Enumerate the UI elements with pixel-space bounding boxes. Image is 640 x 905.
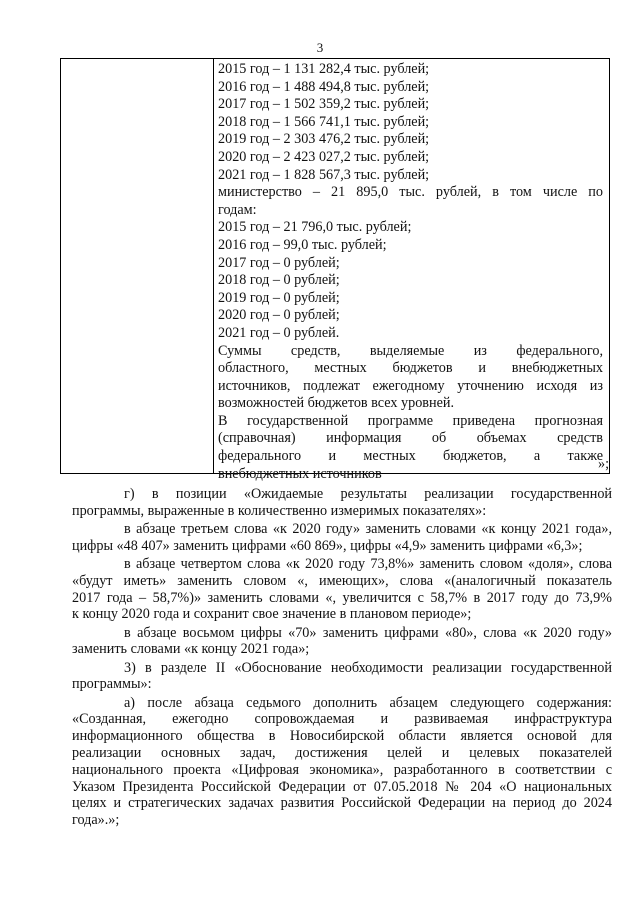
closing-quote: »; [598,456,610,472]
ministry-line-2017: 2017 год – 0 рублей; [218,254,340,271]
program-line-4: внебюджетных источников [218,465,382,482]
funding-line-2021: 2021 год – 1 828 567,3 тыс. рублей; [218,166,430,183]
sums-line-4: возможностей бюджетов всех уровней. [218,395,455,412]
paragraph-fourth-line-1: в абзаце четвертом слова «к 2020 году 73,8%» заменить словом «доля», слова [124,555,612,572]
funding-line-2016: 2016 год – 1 488 494,8 тыс. рублей; [218,78,430,95]
paragraph-fourth [72,556,612,623]
document-body [72,486,612,830]
program-line-1: В государственной программе приведена прогнозная [218,412,603,429]
ministry-line-2021: 2021 год – 0 рублей. [218,324,340,341]
paragraph-a-line-8: года».»; [72,812,120,829]
funding-line-2015: 2015 год – 1 131 282,4 тыс. рублей; [218,61,430,77]
paragraph-a-line-4: реализации основных задач, достижения целей и целевых показателей [72,744,612,761]
paragraph-third [72,521,612,555]
paragraph-g-line-2: программы, выраженные в количественно измеримых показателях»: [72,502,487,519]
paragraph-section-2 [72,660,612,694]
funding-table [60,58,610,482]
paragraph-g [72,486,612,520]
page-number: 3 [316,40,324,55]
funding-line-2017: 2017 год – 1 502 359,2 тыс. рублей; [218,96,430,113]
paragraph-g-line-1: г) в позиции «Ожидаемые результаты реализации государственной [124,486,612,502]
program-line-2: (справочная) информация об объемах средств [218,430,603,447]
table-right-column [214,59,609,482]
paragraph-eighth [72,625,612,659]
paragraph-section-2-line-1: 3) в разделе II «Обоснование необходимости реализации государственной [124,659,612,676]
ministry-line-2015: 2015 год – 21 796,0 тыс. рублей; [218,219,412,236]
sums-line-1: Суммы средств, выделяемые из федерального, [218,342,603,359]
paragraph-third-line-2: цифры «48 407» заменить цифрами «60 869», цифры «4,9» заменить цифрами «6,3»; [72,537,583,554]
paragraph-section-2-line-2: программы»: [72,676,152,693]
funding-line-2019: 2019 год – 2 303 476,2 тыс. рублей; [218,131,430,148]
paragraph-a-line-1: а) после абзаца седьмого дополнить абзацем следующего содержания: [124,694,612,711]
ministry-line: министерство – 21 895,0 тыс. рублей, в том числе по [218,184,603,201]
table-left-column [61,59,214,473]
sums-line-2: областного, местных бюджетов и внебюджетных [218,360,603,377]
ministry-line-2020: 2020 год – 0 рублей; [218,307,340,324]
paragraph-a-line-5: национального проекта «Цифровая экономика», разработанного в соответствии с [72,761,612,778]
paragraph-third-line-1: в абзаце третьем слова «к 2020 году» заменить словами «к концу 2021 года», [124,520,612,537]
paragraph-a-line-6: Указом Президента Российской Федерации от 07.05.2018 № 204 «О национальных [72,778,612,795]
ministry-line-2019: 2019 год – 0 рублей; [218,289,340,306]
paragraph-a-line-7: целях и стратегических задачах развития Российской Федерации на период до 2024 [72,795,612,812]
ministry-line-cont: годам: [218,201,257,218]
paragraph-eighth-line-1: в абзаце восьмом цифры «70» заменить цифрами «80», слова «к 2020 году» [124,624,612,641]
sums-line-3: источников, подлежат ежегодному уточнению исходя из [218,377,603,394]
funding-line-2020: 2020 год – 2 423 027,2 тыс. рублей; [218,148,430,165]
paragraph-a-line-3: информационного общества в Новосибирской области является основой для [72,728,612,745]
paragraph-a [72,695,612,829]
paragraph-fourth-line-2: «будут иметь» заменить словом «, имеющих», слова «(аналогичный показатель [72,572,612,589]
ministry-line-2016: 2016 год – 99,0 тыс. рублей; [218,236,387,253]
ministry-line-2018: 2018 год – 0 рублей; [218,272,340,289]
program-line-3: федерального и местных бюджетов, а также [218,448,603,465]
paragraph-eighth-line-2: заменить словами «к концу 2021 года»; [72,641,310,658]
paragraph-a-line-2: «Созданная, ежегодно сопровождаемая и развиваемая инфраструктура [72,711,612,728]
funding-line-2018: 2018 год – 1 566 741,1 тыс. рублей; [218,113,430,130]
paragraph-fourth-line-4: к концу 2020 года и сохранит свое значение в плановом периоде»; [72,606,472,623]
paragraph-fourth-line-3: 2017 года – 58,7%)» заменить словами «, увеличится с 58,7% в 2017 году до 73,9% [72,589,612,606]
